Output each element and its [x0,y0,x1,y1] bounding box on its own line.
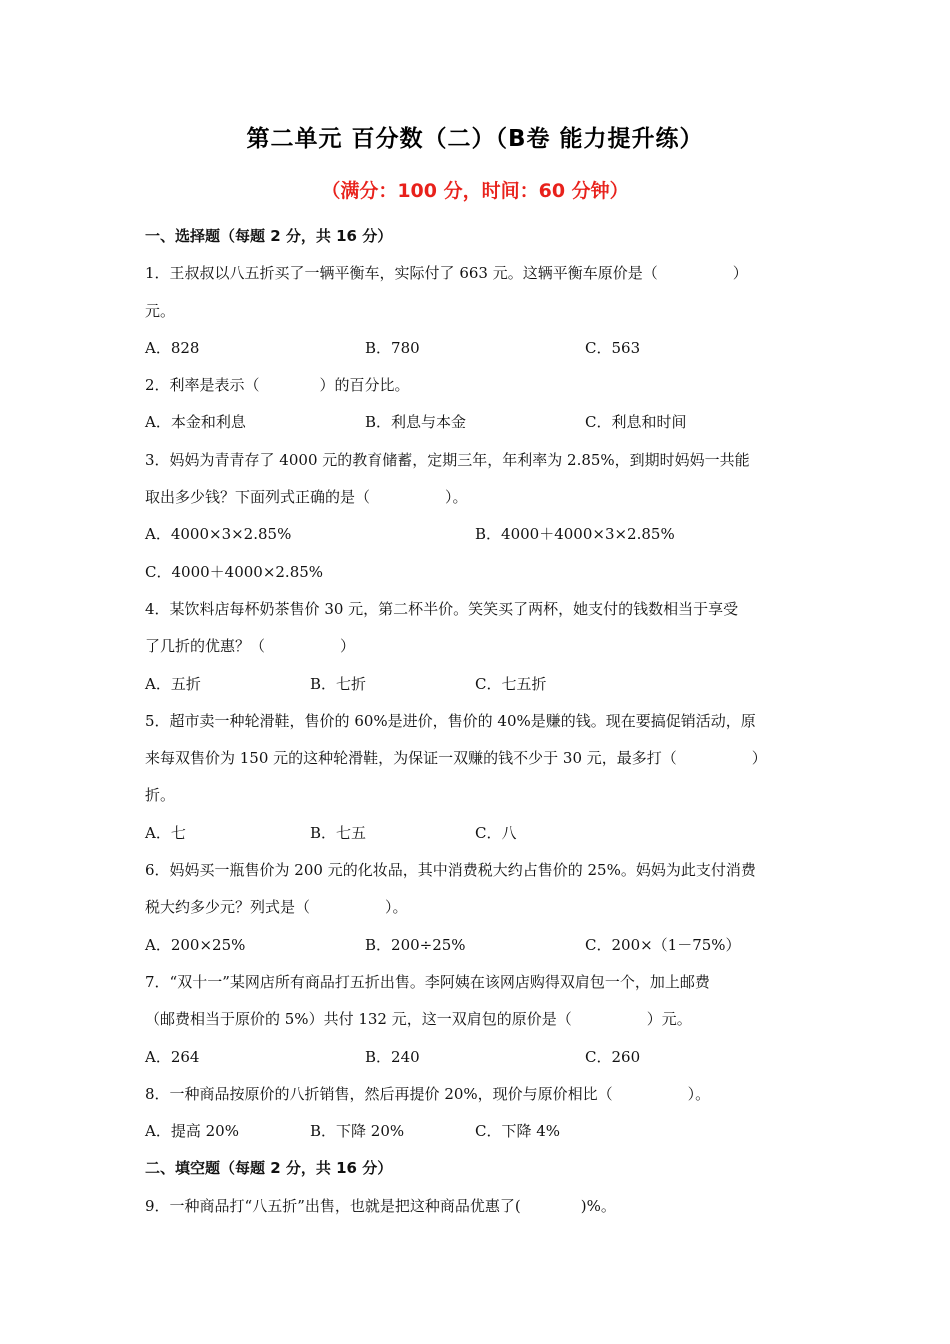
question-9-text: 9．一种商品打“八五折”出售，也就是把这种商品优惠了( )%。 [145,1196,616,1215]
option-a: A．200×25% [145,935,246,954]
question-3-text-cont: 取出多少钱？下面列式正确的是（ ）。 [145,488,468,507]
question-5-options [145,815,805,852]
question-6-text: 6．妈妈买一瓶售价为 200 元的化妆品，其中消费税大约占售价的 25%。妈妈为此支付消费 [145,861,756,880]
option-a: A．七 [145,823,186,842]
option-a: A．五折 [145,674,201,693]
question-1-text-cont: 元。 [145,301,176,320]
option-b: B．780 [365,338,420,357]
option-a: A．264 [145,1047,200,1066]
option-b: B．七五 [310,823,367,842]
question-3-options-row1 [145,516,805,553]
section-heading-fill: 二、填空题（每题 2 分，共 16 分） [145,1159,393,1178]
question-5-text: 5．超市卖一种轮滑鞋，售价的 60%是进价，售价的 40%是赚的钱。现在要搞促销活动，原 [145,711,756,730]
question-1-options [145,330,805,367]
question-8-options [145,1113,805,1150]
option-a: A．828 [145,338,200,357]
option-a: A．本金和利息 [145,413,246,432]
option-b: B．240 [365,1047,420,1066]
question-7-options [145,1039,805,1076]
question-6-options [145,927,805,964]
question-3-text: 3．妈妈为青青存了 4000 元的教育储蓄，定期三年，年利率为 2.85%，到期时妈妈一共能 [145,450,750,469]
question-5-text-cont: 来每双售价为 150 元的这种轮滑鞋，为保证一双赚的钱不少于 30 元，最多打（ ） [145,749,767,768]
question-2-options [145,404,805,441]
question-2-text: 2．利率是表示（ ）的百分比。 [145,376,410,395]
option-a: A．4000×3×2.85% [145,525,292,544]
question-4-text-cont: 了几折的优惠？（ ） [145,637,356,656]
option-b: B．200÷25% [365,935,466,954]
section-heading-choice: 一、选择题（每题 2 分，共 16 分） [145,227,393,245]
question-3-options-row2 [145,554,805,591]
option-c: C．利息和时间 [585,413,687,432]
question-5-text-cont2: 折。 [145,786,176,805]
option-b: B．下降 20% [310,1122,405,1141]
question-6-text-cont: 税大约多少元？列式是（ ）。 [145,898,408,917]
option-c: C．七五折 [475,674,547,693]
option-b: B．七折 [310,674,367,693]
question-4-options [145,666,805,703]
exam-content [145,218,805,1225]
question-7-text: 7．“双十一”某网店所有商品打五折出售。李阿姨在该网店购得双肩包一个，加上邮费 [145,972,710,991]
question-4-text: 4．某饮料店每杯奶茶售价 30 元，第二杯半价。笑笑买了两杯，她支付的钱数相当于享受 [145,599,739,618]
question-1-text: 1．王叔叔以八五折买了一辆平衡车，实际付了 663 元。这辆平衡车原价是（ ） [145,264,748,283]
option-c: C．下降 4% [475,1122,561,1141]
page-title: 第二单元 百分数（二）（B卷 能力提升练） [246,126,704,152]
option-a: A．提高 20% [145,1122,239,1141]
option-c: C．4000＋4000×2.85% [145,562,324,581]
option-c: C．八 [475,823,517,842]
option-b: B．利息与本金 [365,413,467,432]
option-c: C．260 [585,1047,641,1066]
option-b: B．4000＋4000×3×2.85% [475,525,675,544]
exam-info: （满分：100 分，时间：60 分钟） [321,180,629,202]
question-7-text-cont: （邮费相当于原价的 5%）共付 132 元，这一双肩包的原价是（ ）元。 [145,1010,692,1029]
option-c: C．200×（1－75%） [585,935,741,954]
option-c: C．563 [585,338,641,357]
question-8-text: 8．一种商品按原价的八折销售，然后再提价 20%，现价与原价相比（ ）。 [145,1084,711,1103]
